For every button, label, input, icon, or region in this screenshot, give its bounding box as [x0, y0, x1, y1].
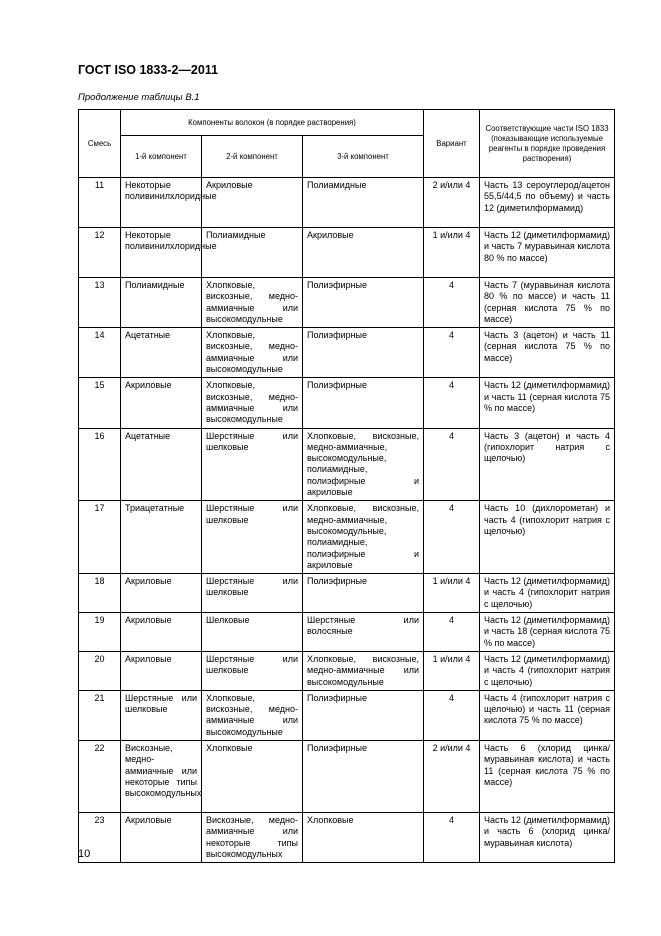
cell-mix-number: 21	[79, 690, 121, 740]
cell-component-3: Хлопковые	[303, 812, 424, 862]
cell-component-2: Хлопковые, вискозные, медно-аммиачные или высокомодульные	[202, 690, 303, 740]
cell-mix-number: 15	[79, 378, 121, 428]
cell-iso-parts: Часть 4 (гипохлорит натрия с щелочью) и часть 11 (серная кислота 75 % по массе)	[480, 690, 615, 740]
header-component-1: 1-й компонент	[121, 136, 202, 178]
cell-mix-number: 11	[79, 178, 121, 228]
cell-mix-number: 20	[79, 651, 121, 690]
cell-component-3: Полиэфирные	[303, 740, 424, 812]
cell-mix-number: 17	[79, 501, 121, 574]
cell-component-3: Полиэфирные	[303, 328, 424, 378]
cell-component-1: Ацетатные	[121, 328, 202, 378]
fiber-mixtures-table	[78, 109, 615, 863]
page-number: 10	[78, 848, 91, 860]
table-row	[79, 740, 615, 812]
cell-variant: 4	[424, 690, 480, 740]
cell-mix-number: 14	[79, 328, 121, 378]
cell-component-2: Полиамидные	[202, 228, 303, 278]
cell-component-3: Хлопковые, вискозные, медно-аммиачные или высокомодульные	[303, 651, 424, 690]
header-variant: Вариант	[424, 110, 480, 178]
cell-variant: 1 и/или 4	[424, 651, 480, 690]
cell-variant: 1 и/или 4	[424, 574, 480, 613]
cell-mix-number: 22	[79, 740, 121, 812]
cell-iso-parts: Часть 10 (дихлорометан) и часть 4 (гипохлорит натрия с щелочью)	[480, 501, 615, 574]
cell-variant: 4	[424, 812, 480, 862]
table-row	[79, 178, 615, 228]
cell-component-3: Полиэфирные	[303, 574, 424, 613]
cell-component-2: Хлопковые	[202, 740, 303, 812]
cell-component-1: Акриловые	[121, 651, 202, 690]
cell-component-1: Акриловые	[121, 574, 202, 613]
table-row	[79, 278, 615, 328]
table-row	[79, 651, 615, 690]
cell-component-1: Ацетатные	[121, 428, 202, 501]
cell-component-3: Акриловые	[303, 228, 424, 278]
cell-component-1: Триацетатные	[121, 501, 202, 574]
table-row	[79, 690, 615, 740]
header-components: Компоненты волокон (в порядке растворения)	[121, 110, 424, 136]
cell-component-2: Шерстяные или шелковые	[202, 574, 303, 613]
cell-component-2: Акриловые	[202, 178, 303, 228]
cell-component-1: Полиамидные	[121, 278, 202, 328]
cell-component-2: Хлопковые, вискозные, медно-аммиачные или высокомодульные	[202, 378, 303, 428]
cell-component-1: Акриловые	[121, 812, 202, 862]
cell-component-2: Шерстяные или шелковые	[202, 501, 303, 574]
table-row	[79, 228, 615, 278]
table-row	[79, 428, 615, 501]
cell-component-3: Полиэфирные	[303, 690, 424, 740]
cell-component-1: Шерстяные или шелковые	[121, 690, 202, 740]
cell-iso-parts: Часть 3 (ацетон) и часть 4 (гипохлорит натрия с щелочью)	[480, 428, 615, 501]
table-row	[79, 501, 615, 574]
cell-component-2: Хлопковые, вискозные, медно-аммиачные или высокомодульные	[202, 328, 303, 378]
cell-component-1: Вискозные, медно-аммиачные или некоторые типы высокомодульных	[121, 740, 202, 812]
cell-component-1: Акриловые	[121, 613, 202, 652]
cell-component-1: Некоторые поливинилхлоридные	[121, 178, 202, 228]
cell-iso-parts: Часть 12 (диметилформамид) и часть 4 (гипохлорит натрия с щелочью)	[480, 574, 615, 613]
cell-variant: 4	[424, 278, 480, 328]
table-caption: Продолжение таблицы В.1	[78, 92, 200, 103]
cell-component-3: Полиэфирные	[303, 278, 424, 328]
cell-variant: 4	[424, 378, 480, 428]
cell-iso-parts: Часть 3 (ацетон) и часть 11 (серная кислота 75 % по массе)	[480, 328, 615, 378]
cell-iso-parts: Часть 12 (диметилформамид) и часть 7 муравьиная кислота 80 % по массе)	[480, 228, 615, 278]
cell-variant: 4	[424, 501, 480, 574]
cell-component-3: Шерстяные или волосяные	[303, 613, 424, 652]
table-row	[79, 613, 615, 652]
cell-component-2: Шелковые	[202, 613, 303, 652]
cell-variant: 1 и/или 4	[424, 228, 480, 278]
cell-component-1: Некоторые поливинилхлоридные	[121, 228, 202, 278]
cell-iso-parts: Часть 6 (хлорид цинка/муравьиная кислота) и часть 11 (серная кислота 75 % по массе)	[480, 740, 615, 812]
table-row	[79, 812, 615, 862]
cell-mix-number: 19	[79, 613, 121, 652]
cell-variant: 4	[424, 328, 480, 378]
cell-iso-parts: Часть 12 (диметилформамид) и часть 18 (серная кислота 75 % по массе)	[480, 613, 615, 652]
table-row	[79, 378, 615, 428]
cell-mix-number: 13	[79, 278, 121, 328]
cell-mix-number: 23	[79, 812, 121, 862]
document-title: ГОСТ ISO 1833-2—2011	[78, 63, 219, 77]
header-component-2: 2-й компонент	[202, 136, 303, 178]
cell-iso-parts: Часть 7 (муравьиная кислота 80 % по массе) и часть 11 (серная кислота 75 % по массе)	[480, 278, 615, 328]
cell-component-2: Шерстяные или шелковые	[202, 651, 303, 690]
cell-component-2: Вискозные, медно-аммиачные или некоторые типы высокомодульных	[202, 812, 303, 862]
table-row	[79, 328, 615, 378]
cell-component-1: Акриловые	[121, 378, 202, 428]
cell-component-3: Хлопковые, вискозные, медно-аммиачные, высокомодульные, полиамидные, полиэфирные и акриловые	[303, 501, 424, 574]
cell-iso-parts: Часть 13 сероуглерод/ацетон 55,5/44,5 по объему) и часть 12 (диметилформамид)	[480, 178, 615, 228]
cell-component-3: Полиэфирные	[303, 378, 424, 428]
table-row	[79, 574, 615, 613]
cell-variant: 2 и/или 4	[424, 178, 480, 228]
cell-component-3: Хлопковые, вискозные, медно-аммиачные, высокомодульные, полиамидные, полиэфирные и акриловые	[303, 428, 424, 501]
cell-iso-parts: Часть 12 (диметилформамид) и часть 6 (хлорид цинка/муравьиная кислота)	[480, 812, 615, 862]
cell-variant: 4	[424, 613, 480, 652]
header-mix: Смесь	[79, 110, 121, 178]
cell-iso-parts: Часть 12 (диметилформамид) и часть 11 (серная кислота 75 % по массе)	[480, 378, 615, 428]
cell-mix-number: 12	[79, 228, 121, 278]
cell-iso-parts: Часть 12 (диметилформамид) и часть 4 (гипохлорит натрия с щелочью)	[480, 651, 615, 690]
cell-variant: 4	[424, 428, 480, 501]
cell-mix-number: 16	[79, 428, 121, 501]
header-component-3: 3-й компонент	[303, 136, 424, 178]
cell-mix-number: 18	[79, 574, 121, 613]
cell-component-2: Шерстяные или шелковые	[202, 428, 303, 501]
cell-variant: 2 и/или 4	[424, 740, 480, 812]
cell-component-3: Полиамидные	[303, 178, 424, 228]
header-iso-parts: Соответствующие части ISO 1833 (показывающие используемые реагенты в порядке проведения растворения)	[480, 110, 615, 178]
cell-component-2: Хлопковые, вискозные, медно-аммиачные или высокомодульные	[202, 278, 303, 328]
